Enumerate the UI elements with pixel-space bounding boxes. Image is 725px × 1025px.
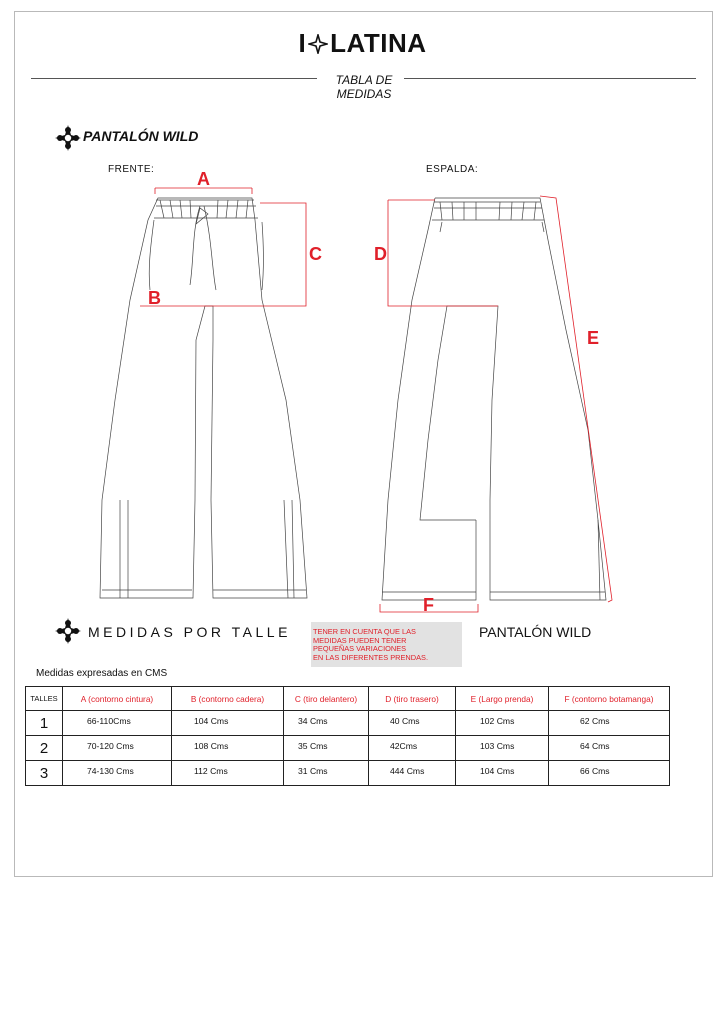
diamond-star-icon (54, 617, 82, 650)
front-pants-outline (100, 198, 307, 598)
cell-value: 34 Cms (298, 716, 328, 726)
cell-value: 42Cms (390, 741, 418, 751)
cell-value: 74-130 Cms (87, 766, 134, 776)
table-cell (456, 736, 549, 761)
table-cell (63, 736, 172, 761)
table-header-row (26, 687, 670, 711)
front-label: FRENTE: (108, 164, 155, 175)
table-row (26, 736, 670, 761)
table-header: A (contorno cintura) (63, 687, 172, 711)
table-header: C (tiro delantero) (284, 687, 369, 711)
note-line-1: TENER EN CUENTA QUE LAS (313, 627, 416, 636)
cell-value: 102 Cms (480, 716, 515, 726)
cell-value: 70-120 Cms (87, 741, 134, 751)
product-name: PANTALÓN WILD (479, 624, 592, 640)
table-cell (549, 761, 670, 786)
table-cell (369, 761, 456, 786)
table-header: TALLES (26, 687, 63, 711)
size-table (25, 686, 670, 786)
cell-value: 64 Cms (580, 741, 610, 751)
table-header: B (contorno cadera) (172, 687, 284, 711)
table-cell (284, 761, 369, 786)
size-cell: 2 (26, 736, 63, 761)
variation-note (311, 622, 462, 667)
table-row (26, 761, 670, 786)
cell-value: 35 Cms (298, 741, 328, 751)
size-cell: 1 (26, 711, 63, 736)
size-cell: 3 (26, 761, 63, 786)
table-cell (284, 711, 369, 736)
table-cell (284, 736, 369, 761)
cell-value: 104 Cms (480, 766, 515, 776)
cell-value: 66-110Cms (87, 716, 131, 726)
brand-right: LATINA (330, 28, 427, 58)
measure-letter-a: A (197, 169, 210, 189)
tabla-line-2: MEDIDAS (336, 87, 392, 101)
table-header: F (contorno botamanga) (549, 687, 670, 711)
measure-letter-f: F (423, 595, 434, 615)
table-cell (549, 711, 670, 736)
cell-value: 62 Cms (580, 716, 610, 726)
back-pants-outline (382, 198, 610, 600)
table-cell (456, 761, 549, 786)
measure-letter-c: C (309, 244, 322, 264)
table-cell (63, 761, 172, 786)
table-cell (549, 736, 670, 761)
measure-letter-b: B (148, 288, 161, 308)
cell-value: 108 Cms (194, 741, 229, 751)
cell-value: 112 Cms (194, 766, 228, 776)
table-cell (369, 736, 456, 761)
product-title: PANTALÓN WILD (83, 128, 199, 144)
measure-letter-d: D (374, 244, 387, 264)
note-line-2: MEDIDAS PUEDEN TENER (313, 635, 407, 645)
tabla-line-1: TABLA DE (335, 73, 393, 87)
table-cell (172, 761, 284, 786)
table-cell (369, 711, 456, 736)
table-header: E (Largo prenda) (456, 687, 549, 711)
table-row (26, 711, 670, 736)
cell-value: 103 Cms (480, 741, 515, 751)
cell-value: 40 Cms (390, 716, 420, 726)
medidas-por-talle-heading: MEDIDAS POR TALLE (88, 624, 291, 640)
table-header: D (tiro trasero) (369, 687, 456, 711)
units-label: Medidas expresadas en CMS (36, 668, 168, 679)
cell-value: 66 Cms (580, 766, 610, 776)
cell-value: 31 Cms (298, 766, 328, 776)
table-cell (456, 711, 549, 736)
cell-value: 104 Cms (194, 716, 229, 726)
table-cell (63, 711, 172, 736)
cell-value: 444 Cms (390, 766, 425, 776)
measure-letter-e: E (587, 328, 600, 348)
brand-left: I (298, 28, 307, 58)
back-label: ESPALDA: (426, 164, 479, 175)
table-cell (172, 711, 284, 736)
note-line-3: PEQUEÑAS VARIACIONES (313, 644, 407, 654)
note-line-4: EN LAS DIFERENTES PRENDAS. (313, 652, 428, 662)
table-cell (172, 736, 284, 761)
